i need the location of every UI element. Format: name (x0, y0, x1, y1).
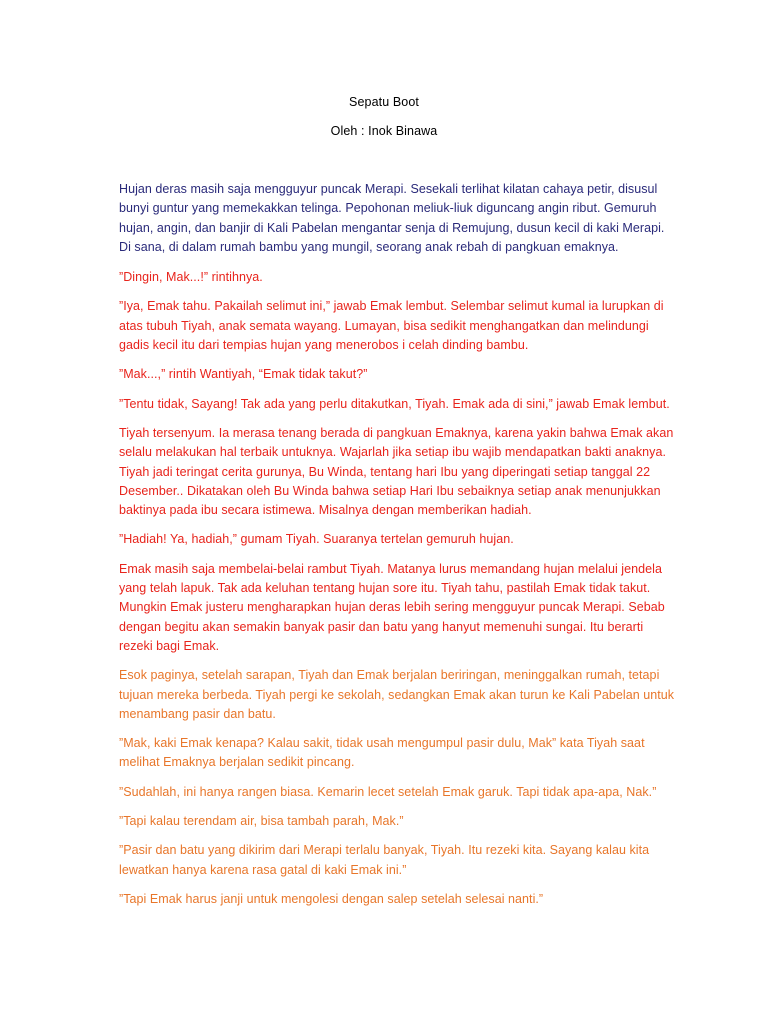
paragraph-opening: Hujan deras masih saja mengguyur puncak Merapi. Sesekali terlihat kilatan cahaya petir, disusul bunyi guntur yang memekakkan telinga. Pepohonan meliuk-liuk diguncang angin ribut. Gemuruh hujan, angin, dan banjir di Kali Pabelan mengantar senja di Remujung, dusun kecil di kaki Merapi. Di sana, di dalam rumah bambu yang mungil, seorang anak rebah di pangkuan emaknya. (119, 182, 665, 254)
paragraph-dialogue: ”Sudahlah, ini hanya rangen biasa. Kemarin lecet setelah Emak garuk. Tapi tidak apa-apa, Nak.” (119, 784, 657, 799)
paragraph-narration: ”Iya, Emak tahu. Pakailah selimut ini,” jawab Emak lembut. Selembar selimut kumal ia lurupkan di atas tubuh Tiyah, anak semata wayang. Lumayan, bisa sedikit menghangatkan dan melindungi gadis kecil itu dari tempias hujan yang menerobos i celah dinding bambu. (119, 299, 664, 353)
paragraph-dialogue: ”Tentu tidak, Sayang! Tak ada yang perlu ditakutkan, Tiyah. Emak ada di sini,” jawab Emak lembut. (119, 396, 670, 411)
paragraph-dialogue: ”Mak, kaki Emak kenapa? Kalau sakit, tidak usah mengumpul pasir dulu, Mak” kata Tiyah saat melihat Emaknya berjalan sedikit pincang. (119, 736, 645, 770)
paragraph-dialogue: ”Pasir dan batu yang dikirim dari Merapi terlalu banyak, Tiyah. Itu rezeki kita. Sayang kalau kita lewatkan hanya karena rasa gatal di kaki Emak ini.” (119, 843, 650, 877)
story-author: Oleh : Inok Binawa (330, 124, 438, 138)
paragraph-narration: Esok paginya, setelah sarapan, Tiyah dan Emak berjalan beriringan, meninggalkan rumah, tetapi tujuan mereka berbeda. Tiyah pergi ke sekolah, sedangkan Emak akan turun ke Kali Pabelan untuk menambang pasir dan batu. (119, 668, 675, 721)
paragraph-dialogue: ”Hadiah! Ya, hadiah,” gumam Tiyah. Suaranya tertelan gemuruh hujan. (119, 532, 514, 547)
paragraph-narration: Emak masih saja membelai-belai rambut Tiyah. Matanya lurus memandang hujan melalui jendela yang telah lapuk. Tak ada keluhan tentang hujan sore itu. Tiyah tahu, pastilah Emak tidak takut. Mungkin Emak justeru mengharapkan hujan deras lebih sering mengguyur puncak Merapi. Sebab dengan begitu akan semakin banyak pasir dan batu yang hanyut memenuhi sungai. Itu berarti rezeki bagi Emak. (119, 561, 665, 653)
paragraph-dialogue: ”Tapi Emak harus janji untuk mengolesi dengan salep setelah selesai nanti.” (119, 891, 544, 906)
story-title: Sepatu Boot (349, 95, 419, 109)
paragraph-dialogue: ”Mak...,” rintih Wantiyah, “Emak tidak takut?” (119, 367, 368, 382)
paragraph-dialogue: ”Tapi kalau terendam air, bisa tambah parah, Mak.” (119, 814, 404, 829)
story-body (119, 180, 679, 919)
paragraph-narration: Tiyah tersenyum. Ia merasa tenang berada di pangkuan Emaknya, karena yakin bahwa Emak akan selalu melakukan hal terbaik untuknya. Wajarlah jika setiap ibu wajib mendapatkan bakti anaknya. Tiyah jadi teringat cerita gurunya, Bu Winda, tentang hari Ibu yang diperingati setiap tanggal 22 Desember.. Dikatakan oleh Bu Winda bahwa setiap Hari Ibu sebaiknya setiap anak menunjukkan baktinya pada ibu secara istimewa. Misalnya dengan memberikan hadiah. (119, 425, 674, 518)
paragraph-dialogue: ”Dingin, Mak...!” rintihnya. (119, 270, 263, 285)
